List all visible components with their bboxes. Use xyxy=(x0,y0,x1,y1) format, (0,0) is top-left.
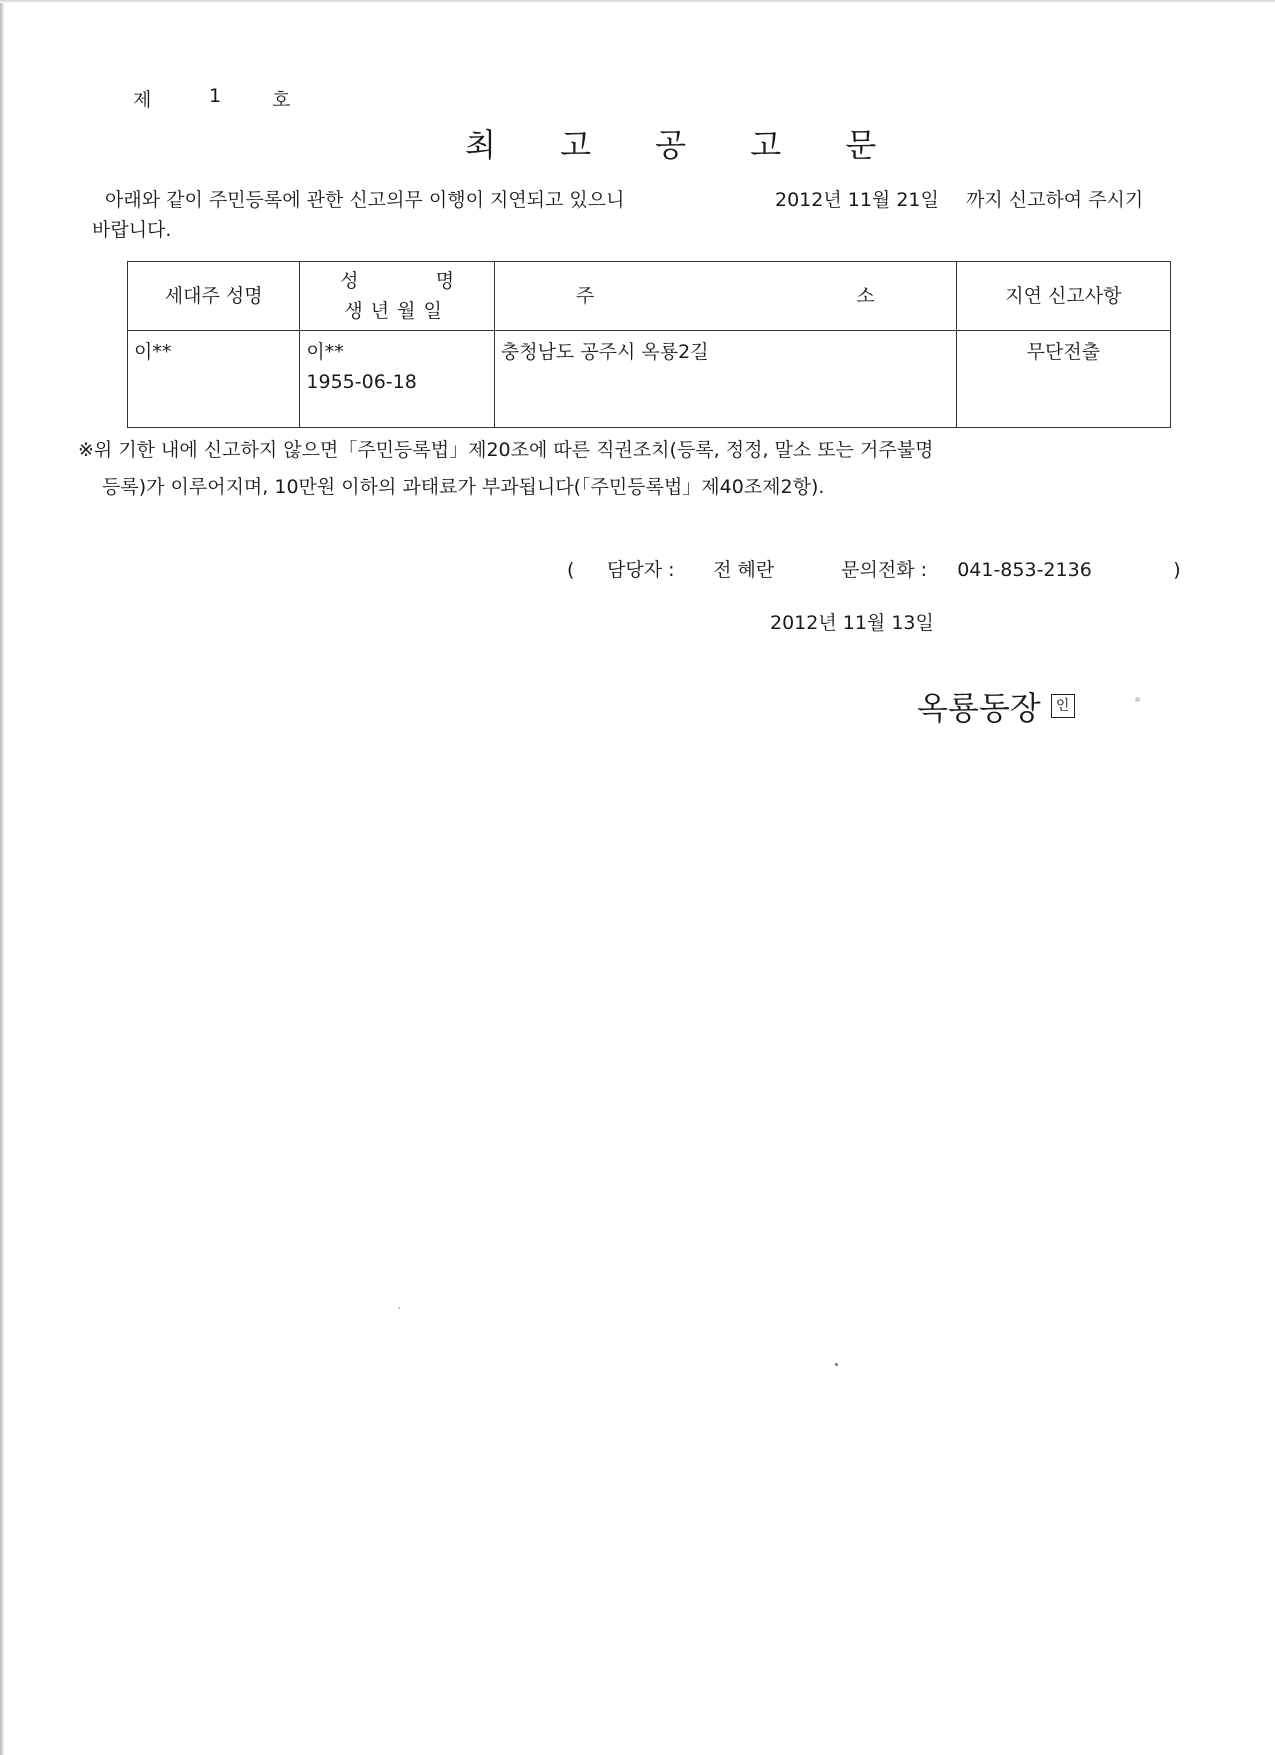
header-name xyxy=(301,266,492,296)
intro-tail-text: 까지 신고하여 주시기 xyxy=(966,189,1144,211)
document-number-suffix: 호 xyxy=(272,89,291,111)
issuer-name: 옥룡동장 xyxy=(917,689,1041,727)
cell-birth: 1955-06-18 xyxy=(306,371,417,393)
cell-overdue: 무단전출 xyxy=(956,331,1170,428)
scan-speck xyxy=(835,1363,838,1366)
cell-name-birth xyxy=(300,331,494,428)
header-name-birth xyxy=(300,262,494,331)
deadline-date: 2012년 11월 21일 xyxy=(775,189,939,211)
contact-paren-close: ) xyxy=(1173,559,1181,581)
penalty-notice-line2: 등록)가 이루어지며, 10만원 이하의 과태료가 부과됩니다(「주민등록법」제40조제2항). xyxy=(102,476,825,498)
table-header-row xyxy=(128,262,1171,331)
table-row xyxy=(128,331,1171,428)
document-number-prefix: 제 xyxy=(133,89,152,111)
header-name-part-2: 명 xyxy=(435,270,455,292)
contact-line xyxy=(567,555,1181,582)
header-overdue: 지연 신고사항 xyxy=(956,262,1170,331)
cell-name: 이** xyxy=(306,341,344,363)
cell-address: 충청남도 공주시 옥룡2길 xyxy=(494,331,956,428)
scan-edge-left xyxy=(0,0,4,1755)
document-number-value: 1 xyxy=(209,85,222,107)
penalty-notice-line1: ※위 기한 내에 신고하지 않으면「주민등록법」제20조에 따른 직권조치(등록, 정정, 말소 또는 거주불명 xyxy=(78,439,934,461)
issuer-signature xyxy=(917,683,1075,729)
records-table xyxy=(127,261,1171,428)
header-householder: 세대주 성명 xyxy=(128,262,300,331)
seal-mark: 인 xyxy=(1051,694,1075,718)
header-address xyxy=(494,262,956,331)
contact-person-label: 담당자 : xyxy=(607,559,675,581)
intro-line2: 바랍니다. xyxy=(92,219,172,241)
scan-edge-top xyxy=(0,0,1275,3)
issue-date: 2012년 11월 13일 xyxy=(770,612,934,634)
scan-speck xyxy=(1135,697,1140,702)
header-birth: 생년월일 xyxy=(344,300,450,322)
header-name-part-1: 성 xyxy=(340,270,359,292)
document-title: 최 고 공 고 문 xyxy=(465,126,904,164)
header-address-part-1: 주 xyxy=(575,285,595,307)
intro-lead-text: 아래와 같이 주민등록에 관한 신고의무 이행이 지연되고 있으니 xyxy=(105,189,625,211)
contact-phone-label: 문의전화 : xyxy=(841,559,927,581)
contact-phone: 041-853-2136 xyxy=(957,559,1092,581)
cell-householder: 이** xyxy=(128,331,300,428)
contact-person: 전 혜란 xyxy=(713,559,775,581)
header-address-part-2: 소 xyxy=(856,285,875,307)
intro-paragraph xyxy=(92,185,1182,245)
contact-paren-open: ( xyxy=(567,559,575,581)
scan-speck xyxy=(398,1307,400,1309)
penalty-notice xyxy=(78,432,933,506)
document-number xyxy=(133,85,290,112)
